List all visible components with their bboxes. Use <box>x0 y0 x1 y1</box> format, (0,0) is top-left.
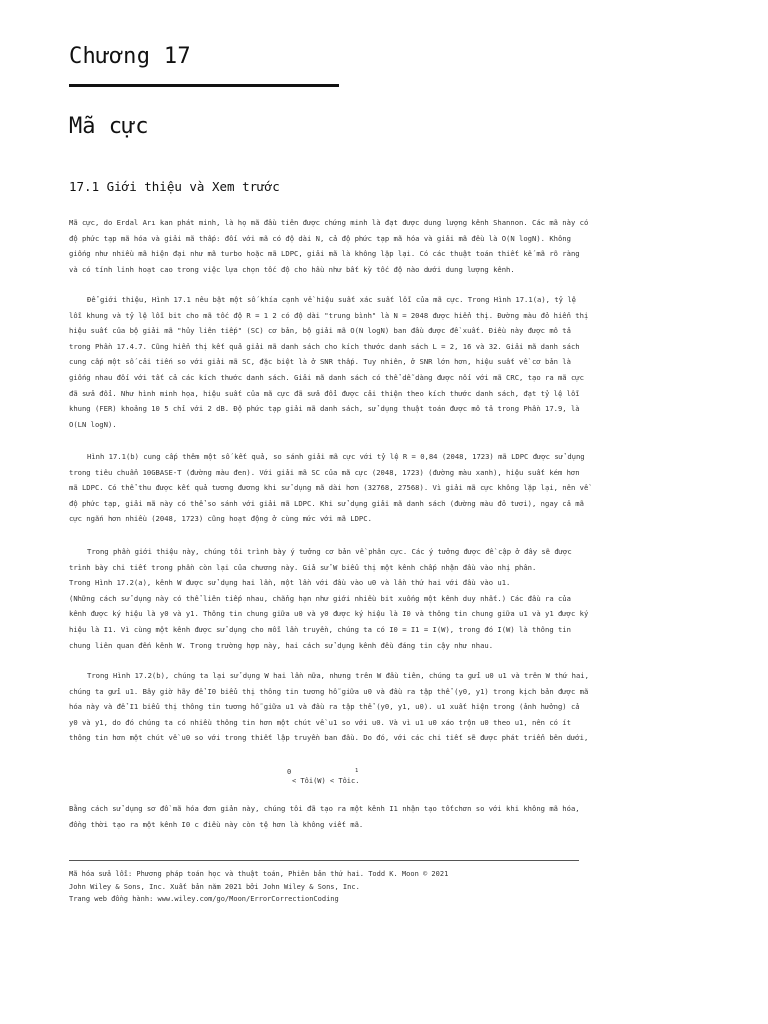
footer-rule <box>69 860 579 861</box>
paragraph-4-line-2: Trong Hình 17.2(a), kênh W được sử dụng hai lần, một lần với đầu vào u0 và lần thứ hai với đầu vào u1. <box>69 578 511 588</box>
chapter-title: Mã cực <box>69 114 149 139</box>
formula-sup-index: 1 <box>355 768 359 774</box>
formula-sub-c: c <box>351 777 356 785</box>
paragraph-4 <box>69 544 589 653</box>
chapter-label: Chương 17 <box>69 44 191 69</box>
formula-top-index: 0 <box>287 768 292 776</box>
footnote <box>69 868 589 906</box>
formula-main-text: < Tôi(W) < Tôi <box>292 777 352 785</box>
footnote-line-2: John Wiley & Sons, Inc. Xuất bản năm 2021 bởi John Wiley & Sons, Inc. <box>69 882 360 891</box>
paragraph-4-line-3: (Những cách sử dụng này có thể liên tiếp nhau, chẳng hạn như giới nhiều bit xuống một kênh duy nhất.) Các đầu ra của kênh được ký hiệu là y0 và y1. Thông tin chung giữa u0 và y0 được ký hiệu là I0 và thông tin chung giữa u1 và y1 được ký hiệu là I1. Vì cùng một kênh được sử dụng cho mỗi lần truyền, chúng ta có I0 = I1 = I(W), trong đó I(W) là thông tin chung liên quan đến kênh W. Trong trường hợp này, hai cách sử dụng kênh đều đáng tin cậy như nhau. <box>69 593 589 650</box>
paragraph-6: Bằng cách sử dụng sơ đồ mã hóa đơn giản này, chúng tôi đã tạo ra một kênh I1 nhận tạo tốtchơn so với khi không mã hóa, đồng thời tạo ra một kênh I0 c điều này còn tệ hơn là không viết mã. <box>69 804 580 829</box>
formula-main <box>292 777 359 785</box>
paragraph-2: Để giới thiệu, Hình 17.1 nêu bật một số khía cạnh về hiệu suất xác suất lỗi của mã cực. Trong Hình 17.1(a), tỷ lệ lỗi khung và tỷ lệ lỗi bit cho mã tốc độ R = 1 2 có độ dài "trung bình" là N = 2048 được hiển thị. Đường màu đỏ hiển thị hiệu suất của bộ giải mã "hủy liên tiếp" (SC) cơ bản, bộ giải mã O(N logN) ban đầu được đề xuất. Điều này được mô tả trong Phần 17.4.7. Cũng hiển thị kết quả giải mã danh sách cho kích thước danh sách L = 2, 16 và 32. Giải mã danh sách cung cấp một số cải tiến so với giải mã SC, đặc biệt là ở SNR thấp. Tuy nhiên, ở SNR lớn hơn, hiệu suất về cơ bản là giống nhau đối với tất cả các kích thước danh sách. Giải mã danh sách có thể dễ dàng được nối với mã CRC, tạo ra mã cực đã sửa đổi. Như hình minh họa, hiệu suất của mã cực đã sửa đổi được cải thiện theo kích thước danh sách, đạt tỷ lệ lỗi khung (FER) khoảng 10 5 chỉ với 2 dB. Độ phức tạp giải mã danh sách, sử dụng thuật toán được mô tả trong Phần 17.9, là O(LN logN). <box>69 295 589 429</box>
inequality-formula <box>287 764 407 790</box>
chapter-rule <box>69 84 339 87</box>
paragraph-1: Mã cực, do Erdal Arı kan phát minh, là họ mã đầu tiên được chứng minh là đạt được dung lượng kênh Shannon. Các mã này có độ phức tạp mã hóa và giải mã thấp: đối với mã có độ dài N, cả độ phức tạp mã hóa và giải mã đều là O(N logN). Không giống như nhiều mã hiện đại như mã turbo hoặc mã LDPC, giải mã là không lặp lại. Có các thuật toán thiết kế mã rõ ràng và có tính linh hoạt cao trong việc lựa chọn tốc độ cho hầu như bất kỳ tốc độ nào dưới dung lượng kênh. <box>69 218 589 274</box>
footnote-line-1: Mã hóa sửa lỗi: Phương pháp toán học và thuật toán, Phiên bản thứ hai. Todd K. Moon © 2021 <box>69 870 449 878</box>
section-heading: 17.1 Giới thiệu và Xem trước <box>69 179 280 194</box>
paragraph-3: Hình 17.1(b) cung cấp thêm một số kết quả, so sánh giải mã cực với tỷ lệ R = 0,84 (2048, 1723) mã LDPC được sử dụng trong tiêu chuẩn 10GBASE-T (đường màu đen). Với giải mã SC của mã cực (2048, 1723) (đường màu xanh), hiệu suất kém hơn mã LDPC. Có thể thu được kết quả tương đương khi sử dụng mã dài hơn (32768, 27568). Vì giải mã cực không lặp lại, nên về độ phức tạp, giải mã này có thể so sánh với giải mã LDPC. Khi sử dụng giải mã danh sách (đường màu đỏ tươi), ngay cả mã cực ngắn hơn nhiều (2048, 1723) cũng hoạt động ở cùng mức với mã LDPC. <box>69 452 589 524</box>
footnote-line-3: Trang web đồng hành: www.wiley.com/go/Moon/ErrorCorrectionCoding <box>69 895 339 903</box>
paragraph-4-line-1: Trong phần giới thiệu này, chúng tôi trình bày ý tưởng cơ bản về phân cực. Các ý tưởng được đề cập ở đây sẽ được trình bày chi tiết trong phần còn lại của chương này. Giả sử W biểu thị một kênh chấp nhận đầu vào nhị phân. <box>69 547 572 572</box>
formula-tail: . <box>355 777 360 785</box>
paragraph-5: Trong Hình 17.2(b), chúng ta lại sử dụng W hai lần nữa, nhưng trên W đầu tiên, chúng ta gửi u0 u1 và trên W thứ hai, chúng ta gửi u1. Bây giờ hãy để I0 biểu thị thông tin tương hỗ giữa u0 và đầu ra tập thể (y0, y1) trong kịch bản được mã hóa này và để I1 biểu thị thông tin tương hỗ giữa u1 và đầu ra tập thể (y0, y1, u0). u1 xuất hiện trong (ảnh hưởng) cả y0 và y1, do đó chúng ta có nhiều thông tin hơn một chút về u1 so với u0. Và vì u1 u0 xáo trộn u0 theo u1, nên có ít thông tin hơn một chút về u0 so với trong thiết lập truyền ban đầu. Do đó, với các chi tiết sẽ được phát triển bên dưới, <box>69 671 589 743</box>
